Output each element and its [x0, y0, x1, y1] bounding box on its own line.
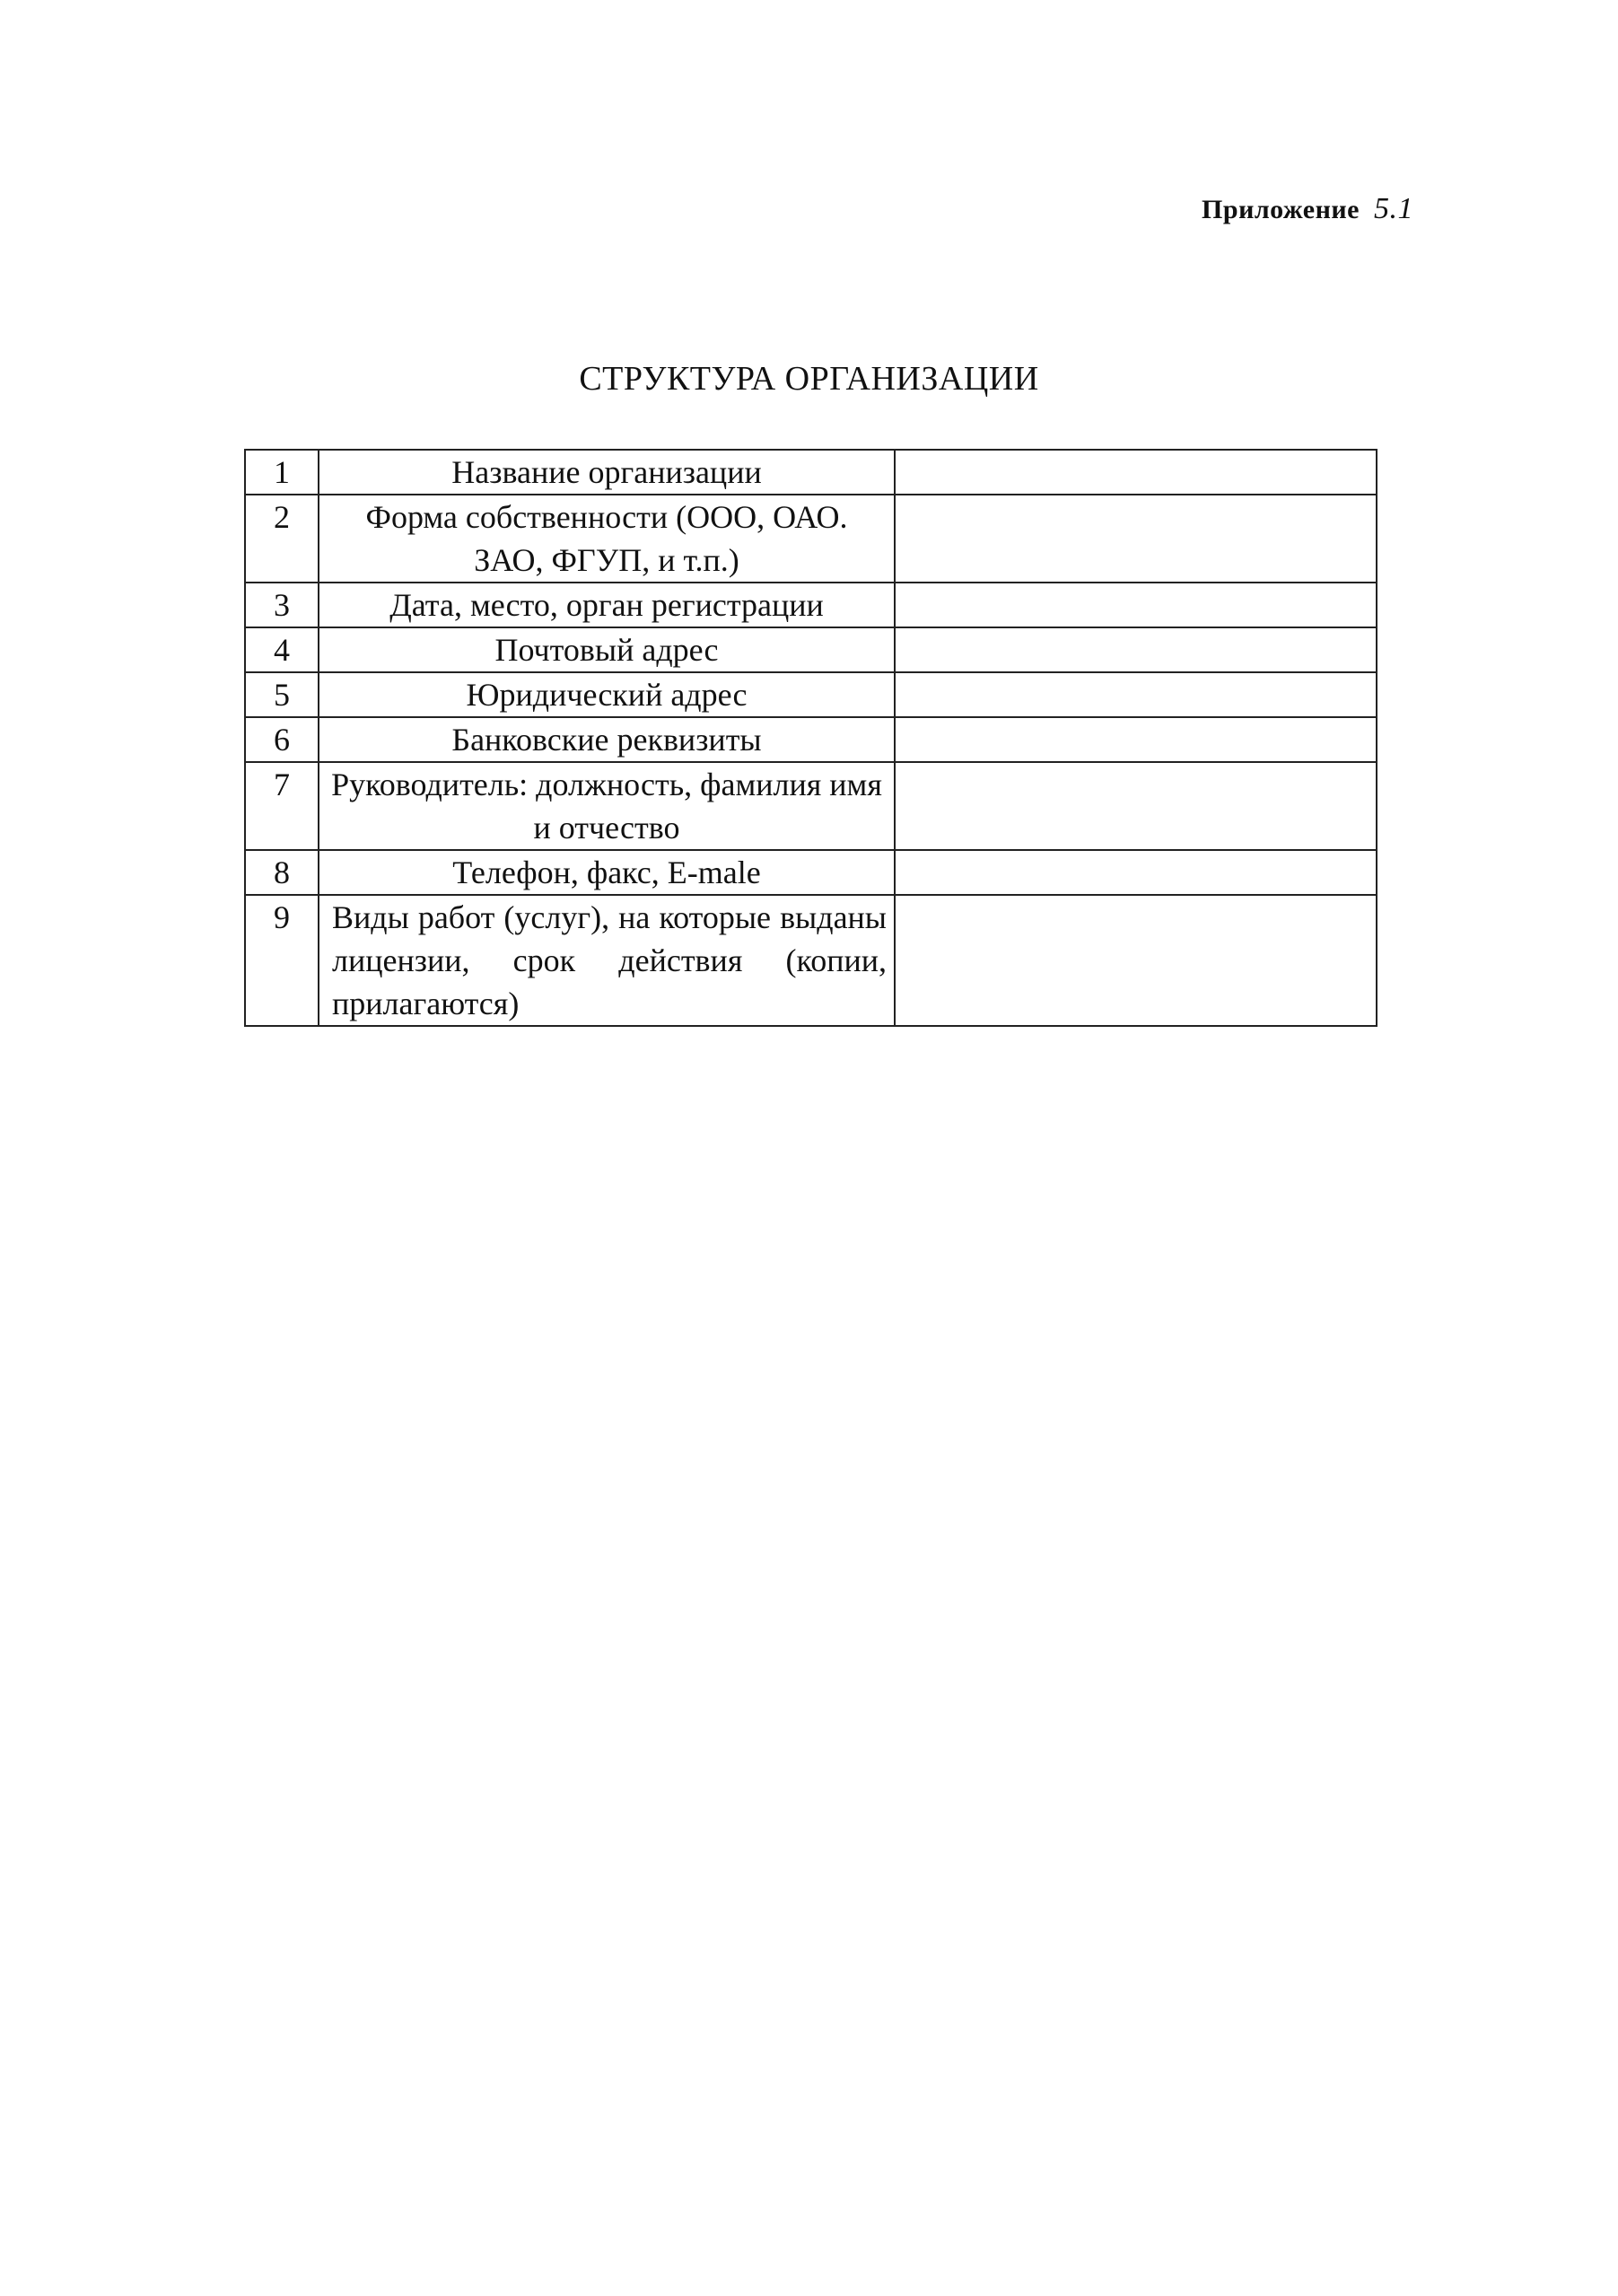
row-label: Почтовый адрес [319, 627, 895, 672]
row-number: 1 [245, 450, 319, 495]
row-label: Название организации [319, 450, 895, 495]
table-row [245, 717, 1377, 762]
table-row [245, 672, 1377, 717]
row-value-cell [895, 895, 1377, 1026]
row-label: Телефон, факс, E-male [319, 850, 895, 895]
row-label: Форма собственности (ООО, ОАО. ЗАО, ФГУП, и т.п.) [319, 495, 895, 583]
organization-structure-table [244, 449, 1377, 1027]
row-value-cell [895, 850, 1377, 895]
row-value-cell [895, 672, 1377, 717]
table-row [245, 495, 1377, 583]
row-number: 4 [245, 627, 319, 672]
appendix-label [1202, 192, 1413, 226]
row-label: Банковские реквизиты [319, 717, 895, 762]
table-row [245, 583, 1377, 627]
row-number: 9 [245, 895, 319, 1026]
row-number: 5 [245, 672, 319, 717]
row-number: 7 [245, 762, 319, 850]
row-value-cell [895, 627, 1377, 672]
row-value-cell [895, 762, 1377, 850]
table-row [245, 450, 1377, 495]
row-number: 3 [245, 583, 319, 627]
appendix-number: 5.1 [1374, 192, 1413, 225]
row-value-cell [895, 717, 1377, 762]
row-label: Юридический адрес [319, 672, 895, 717]
table-row [245, 850, 1377, 895]
row-label: Руководитель: должность, фамилия имя и отчество [319, 762, 895, 850]
document-title: СТРУКТУРА ОРГАНИЗАЦИИ [579, 360, 1039, 398]
table-row [245, 627, 1377, 672]
table-row [245, 895, 1377, 1026]
row-label: Виды работ (услуг), на которые выданы лицензии, срок действия (копии, прилагаются) [319, 895, 895, 1026]
row-value-cell [895, 583, 1377, 627]
row-number: 6 [245, 717, 319, 762]
row-label: Дата, место, орган регистрации [319, 583, 895, 627]
row-number: 2 [245, 495, 319, 583]
row-value-cell [895, 450, 1377, 495]
appendix-label-text: Приложение [1202, 195, 1360, 224]
row-number: 8 [245, 850, 319, 895]
row-value-cell [895, 495, 1377, 583]
table-row [245, 762, 1377, 850]
